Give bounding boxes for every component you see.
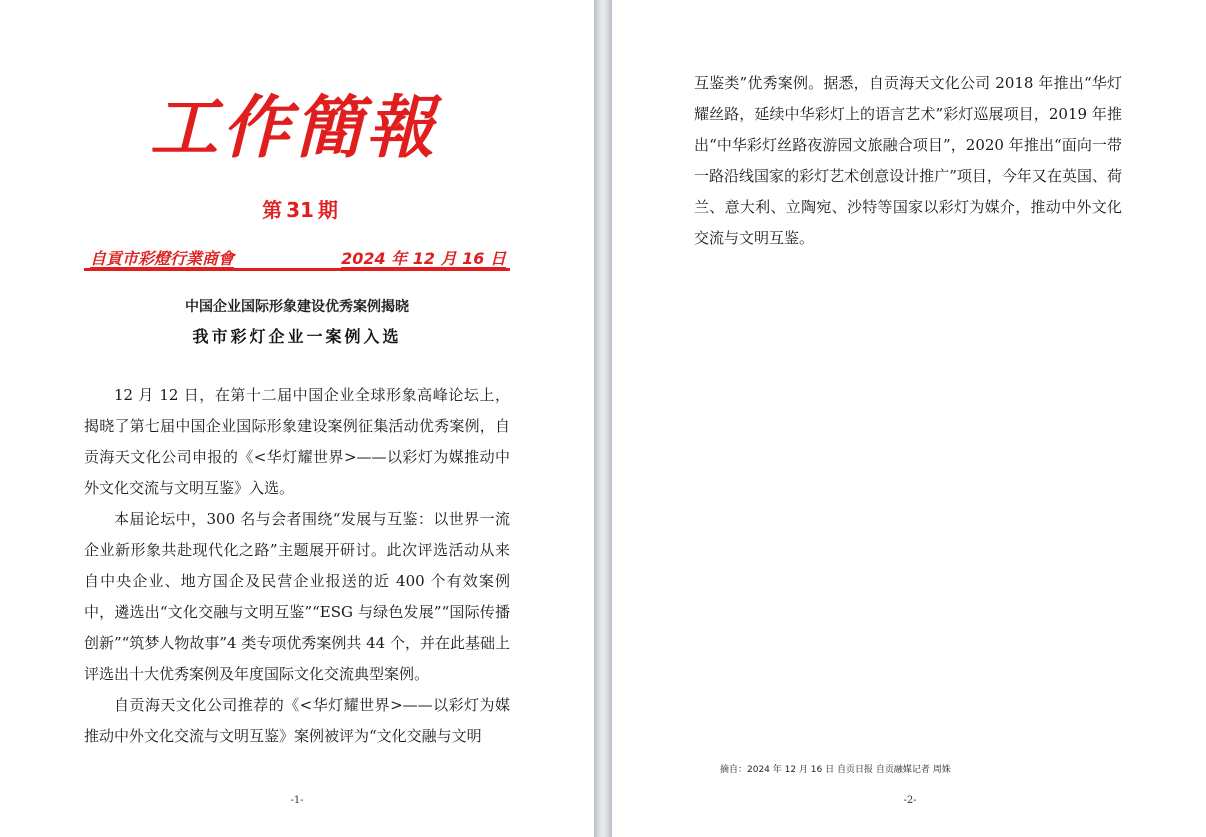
issue-number-value: 31 [286,198,314,222]
source-citation: 摘自：2024 年 12 月 16 日 自贡日报 自贡融媒记者 周姝 [720,765,951,775]
paragraph: 互鉴类”优秀案例。据悉，自贡海天文化公司 2018 年推出“华灯耀丝路，延续中华彩灯上的语言艺术”彩灯巡展项目，2019 年推出“中华彩灯丝路夜游园文旅融合项目”，2020 年推出“面向一带一路沿线国家的彩灯艺术创意设计推广”项目，今年又在英国、荷兰、意大利、立陶宛、沙特等国家以彩灯为媒介，推动中外文化交流与文明互鉴。 [694,74,1122,247]
paragraph: 本届论坛中，300 名与会者围绕“发展与互鉴：以世界一流企业新形象共赴现代化之路”主题展开研讨。此次评选活动从来自中央企业、地方国企及民营企业报送的近 400 个有效案例中，遴选出“文化交融与文明互鉴”“ESG 与绿色发展”“国际传播创新”“筑梦人物故事”4 类专项优秀案例共 44 个，并在此基础上评选出十大优秀案例及年度国际文化交流典型案例。 [84,510,510,683]
issue-prefix: 第 [262,198,283,222]
issue-suffix: 期 [317,198,338,222]
page-number: -2- [903,795,917,806]
paragraph: 12 月 12 日，在第十二届中国企业全球形象高峰论坛上，揭晓了第七届中国企业国际形象建设案例征集活动优秀案例，自贡海天文化公司申报的《<华灯耀世界>——以彩灯为媒推动中外文化交流与文明互鉴》入选。 [84,386,510,497]
document-page-2 [612,0,1206,837]
page-number: -1- [290,795,304,806]
masthead-title: 工作簡報 [150,88,439,168]
document-page-1 [0,0,594,837]
article-headline: 我市彩灯企业一案例入选 [192,327,402,346]
org-date-line [84,244,510,271]
page-gutter [594,0,612,837]
organization-name: 自貢市彩燈行業商會 [90,249,235,268]
article-body-continued [694,68,1122,254]
article-body [84,380,510,752]
issue-number [200,194,400,223]
paragraph: 自贡海天文化公司推荐的《<华灯耀世界>——以彩灯为媒推动中外文化交流与文明互鉴》案例被评为“文化交融与文明 [84,696,510,745]
issue-date: 2024 年 12 月 16 日 [341,249,506,268]
article-subtitle: 中国企业国际形象建设优秀案例揭晓 [185,299,409,315]
